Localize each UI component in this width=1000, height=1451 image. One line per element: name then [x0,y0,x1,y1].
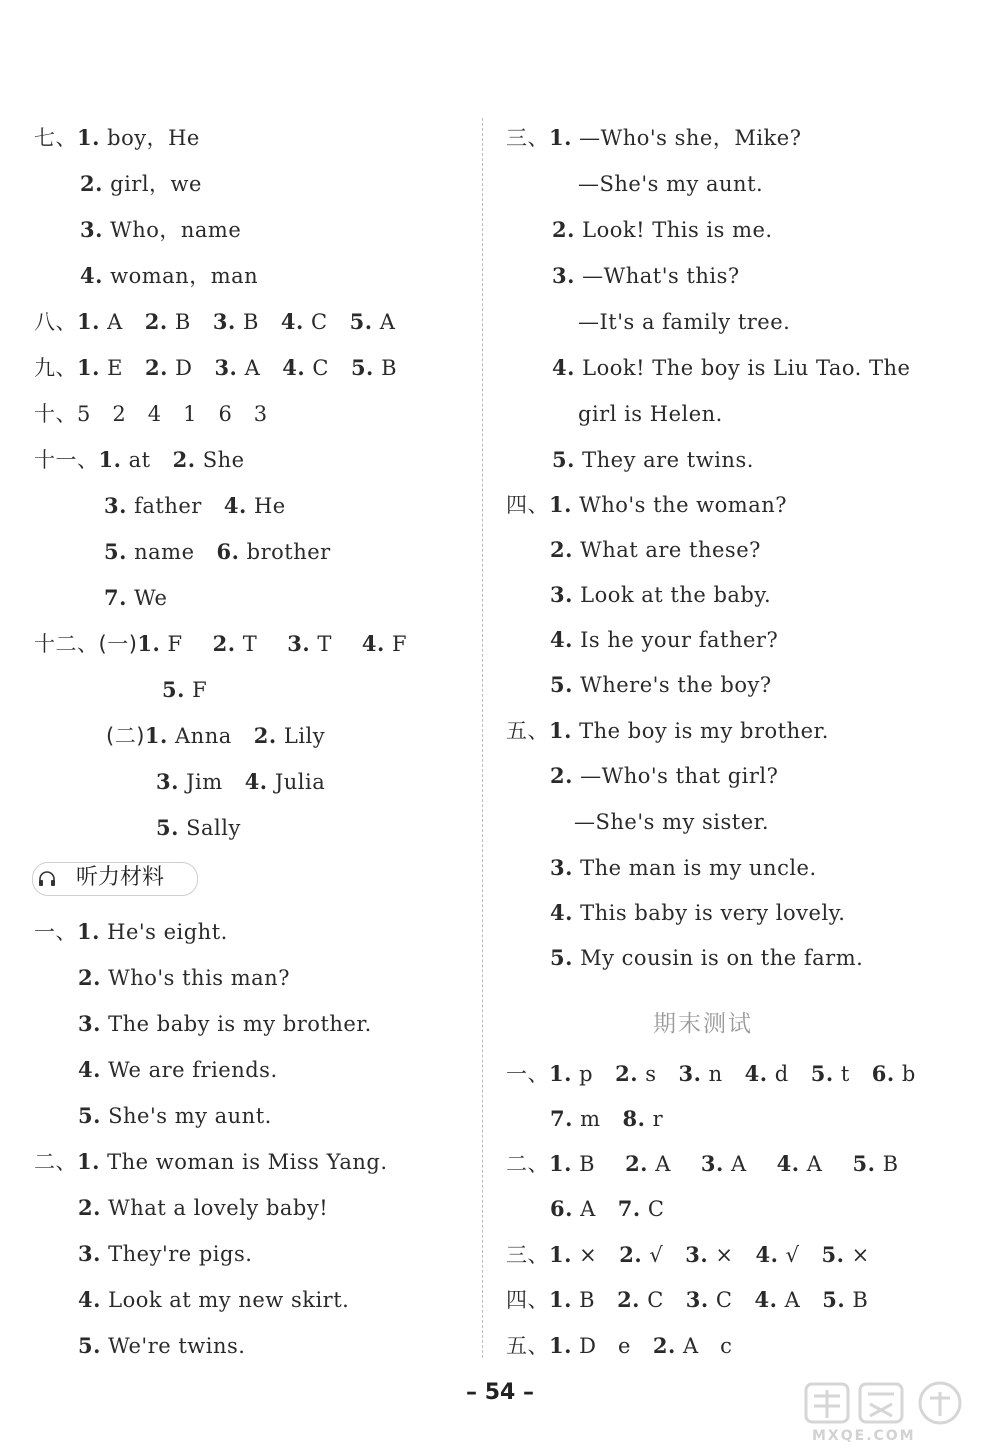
section-marker: 一、 [34,920,77,944]
listening-3-item-5: 5. They are twins. [552,447,754,472]
section-11-row-1: 十一、1. at 2. She [34,447,245,472]
listening-1-item-1: 一、1. He's eight. [34,919,228,944]
listening-2-item-5: 5. We're twins. [78,1333,246,1358]
section-marker: 三、 [506,1243,549,1267]
section-7-item-2: 2. girl，we [80,171,202,196]
section-11-row-3: 5. name 6. brother [104,539,331,564]
section-7-item-4: 4. woman，man [80,263,259,288]
section-7-item-1: 七、1. boy，He [34,125,200,150]
watermark-text: MXQE.COM [812,1428,916,1444]
listening-1-item-2: 2. Who's this man? [78,965,290,990]
listening-4-item-2: 2. What are these? [550,537,761,562]
exam-4-answers: 四、1. B 2. C 3. C 4. A 5. B [506,1287,869,1312]
section-marker: 四、 [506,493,549,517]
listening-4-item-3: 3. Look at the baby. [550,582,772,607]
section-12-part-2-row-2: 3. Jim 4. Julia [156,769,326,794]
section-11-row-2: 3. father 4. He [104,493,286,518]
listening-3-item-1: 三、1. —Who's she，Mike? [506,125,802,150]
listening-5-item-5: 5. My cousin is on the farm. [550,945,864,970]
section-marker: 九、 [34,356,77,380]
listening-5-item-4: 4. This baby is very lovely. [550,900,846,925]
listening-3-item-4: 4. Look! The boy is Liu Tao. The [552,355,911,380]
listening-2-item-3: 3. They're pigs. [78,1241,253,1266]
listening-5-item-2: 2. —Who's that girl? [550,763,779,788]
section-10-order: 十、5 2 4 1 6 3 [34,402,268,426]
section-marker: 一、 [506,1062,549,1086]
section-marker: 十一、 [34,448,99,472]
listening-5-item-3: 3. The man is my uncle. [550,855,817,880]
listening-1-item-3: 3. The baby is my brother. [78,1011,372,1036]
section-11-row-4: 7. We [104,585,168,610]
section-marker: 十、 [34,402,77,426]
section-12-part-1-row-1: 十二、(一)1. F 2. T 3. T 4. F [34,631,408,656]
section-marker: 二、 [506,1152,549,1176]
section-marker: 四、 [506,1288,549,1312]
final-exam-title: 期末测试 [653,1011,753,1037]
page-number: – 54 – [466,1380,534,1405]
section-marker: 三、 [506,126,549,150]
section-8-answers: 八、1. A 2. B 3. B 4. C 5. A [34,309,396,334]
section-7-item-3: 3. Who，name [80,217,242,242]
listening-4-item-1: 四、1. Who's the woman? [506,492,788,517]
listening-4-item-5: 5. Where's the boy? [550,672,772,697]
section-marker: 五、 [506,1334,549,1358]
listening-3-item-3-line-2: —It's a family tree. [578,310,791,334]
headphone-icon [38,871,56,887]
listening-3-item-3: 3. —What's this? [552,263,740,288]
listening-2-item-1: 二、1. The woman is Miss Yang. [34,1149,388,1174]
section-marker: 二、 [34,1150,77,1174]
section-marker: 五、 [506,719,549,743]
listening-2-item-4: 4. Look at my new skirt. [78,1287,350,1312]
section-marker: 八、 [34,310,77,334]
listening-3-item-1-line-2: —She's my aunt. [578,172,764,196]
exam-2-row-1: 二、1. B 2. A 3. A 4. A 5. B [506,1151,899,1176]
section-marker: 七、 [34,126,77,150]
exam-1-row-1: 一、1. p 2. s 3. n 4. d 5. t 6. b [506,1061,916,1086]
listening-3-item-4-line-2: girl is Helen. [578,402,723,426]
section-12-part-2-row-1: (二)1. Anna 2. Lily [106,723,326,748]
listening-5-item-1: 五、1. The boy is my brother. [506,718,829,743]
section-9-answers: 九、1. E 2. D 3. A 4. C 5. B [34,355,397,380]
listening-material-header [32,862,200,896]
listening-1-item-5: 5. She's my aunt. [78,1103,272,1128]
exam-3-answers: 三、1. × 2. √ 3. × 4. √ 5. × [506,1242,870,1267]
listening-3-item-2: 2. Look! This is me. [552,217,773,242]
listening-title: 听力材料 [76,865,165,890]
section-marker: 十二、 [34,632,99,656]
exam-5-answers: 五、1. D e 2. A c [506,1333,733,1358]
section-12-part-1-row-2: 5. F [162,677,208,702]
listening-5-item-2-line-2: —She's my sister. [574,810,770,834]
exam-1-row-2: 7. m 8. r [550,1106,664,1131]
listening-4-item-4: 4. Is he your father? [550,627,779,652]
column-divider [482,118,483,1358]
exam-2-row-2: 6. A 7. C [550,1196,665,1221]
listening-1-item-4: 4. We are friends. [78,1057,278,1082]
section-12-part-2-row-3: 5. Sally [156,815,241,840]
listening-2-item-2: 2. What a lovely baby! [78,1195,329,1220]
